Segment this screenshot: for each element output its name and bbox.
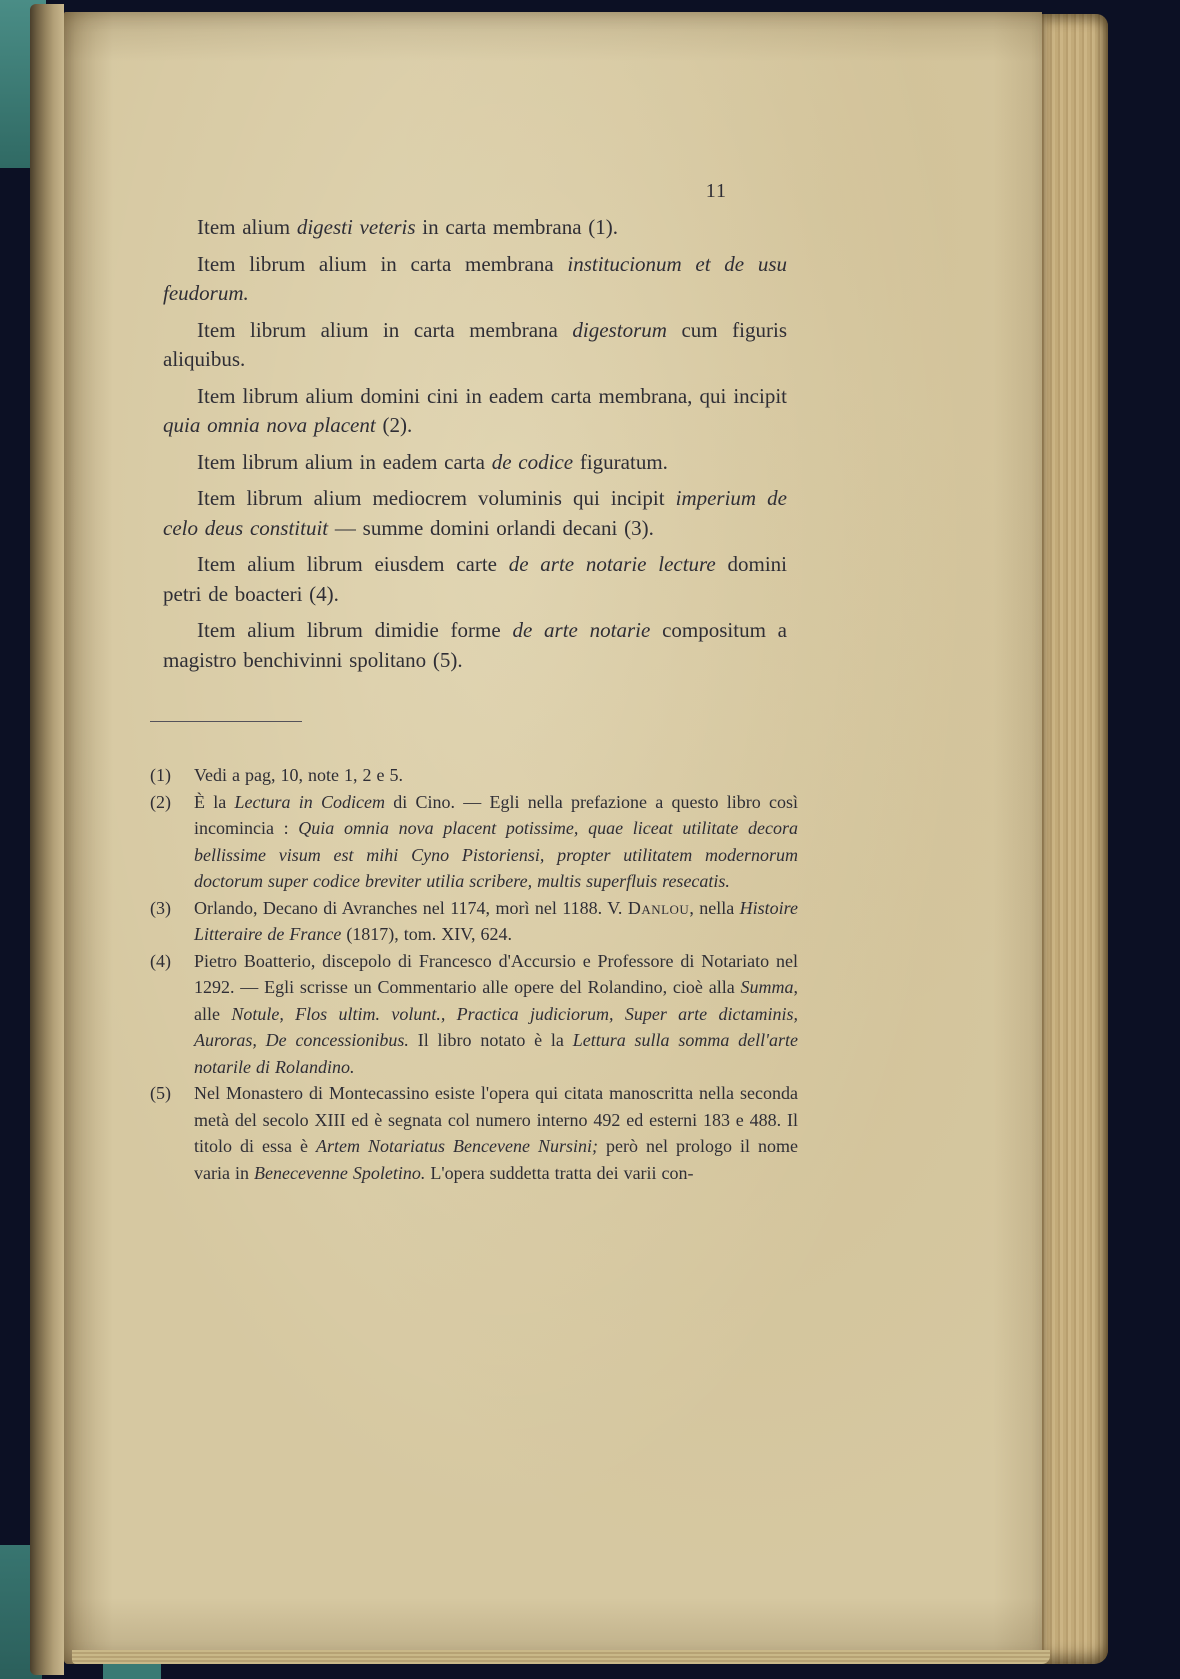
text-run: però nel prologo il nome varia in [194,1136,798,1183]
footnote [150,1080,798,1186]
paragraph [163,316,787,375]
italic-text: institucionum et de usu feudorum. [163,251,787,305]
italic-text: Notule, Flos ultim. volunt., Practica judiciorum, Super arte dictaminis, Auroras, De concessionibus. [194,1003,798,1050]
footnote [150,895,798,948]
text-run: Item librum alium domini cini in eadem carta membrana, qui incipit [197,383,787,408]
italic-text: Lettura sulla somma dell'arte notarile di Rolandino. [194,1030,798,1077]
footnote [150,789,798,895]
text-run: (1817), tom. XIV, 624. [341,924,512,944]
paragraph [163,616,787,675]
italic-text: de arte notarie [512,618,651,642]
italic-text: Quia omnia nova placent potissime, quae liceat utilitate decora bellissime visum est mihi Cyno Pistoriensi, propter utilitatem modernorum doctorum super codice breviter utilia scribere, multis superfluis resecatis. [194,818,798,891]
paragraph [163,213,787,243]
text-run: domini petri de boacteri (4). [163,552,787,606]
footnote-text [194,792,798,892]
text-run: L'opera suddetta tratta dei varii con- [425,1162,694,1183]
footnote-number: (3) [150,897,171,918]
italic-text: de arte notarie lecture [508,552,716,576]
footnote [150,948,798,1081]
text-run: Item librum alium in eadem carta [197,449,492,474]
footnote [150,762,798,789]
text-run: compositum a magistro benchivinni spolitano (5). [163,618,788,672]
text-run: Orlando, Decano di Avranches nel 1174, morì nel 1188. V. [194,897,628,918]
paragraph [163,448,787,478]
italic-text: imperium de celo deus constituit [163,486,787,540]
footnote-number: (2) [150,791,171,812]
page-edge-stack-right [1042,14,1108,1664]
footnotes [150,762,798,1186]
text-column [150,180,798,1186]
smallcaps-text: Danlou [627,897,690,918]
text-run: — summe domini orlandi decani (3). [328,515,654,540]
text-run: di Cino. — Egli nella prefazione a questo libro così incomincia : [194,791,798,838]
italic-text: digestorum [572,317,667,342]
text-run: figuratum. [573,449,668,474]
text-run: Item librum alium in carta membrana [197,317,573,342]
footnote-number: (5) [150,1083,171,1103]
text-run: Item librum alium mediocrem voluminis qui incipit [197,486,676,510]
text-run: Item alium librum dimidie forme [197,618,513,642]
footnote-number: (4) [150,950,171,971]
footnote-separator [150,721,302,722]
page-number: 11 [705,180,727,202]
italic-text: quia omnia nova placent [163,413,376,437]
paragraph [163,382,787,441]
text-run: Vedi a pag, 10, note 1, 2 e 5. [194,765,403,785]
text-run: , alle [194,977,798,1024]
text-run: Nel Monastero di Montecassino esiste l'opera qui citata manoscritta nella seconda metà del secolo XIII ed è segnata col numero interno 492 ed esterni 183 e 488. Il titolo di essa è [194,1083,798,1156]
text-run: , nella [689,897,740,918]
text-run: Pietro Boatterio, discepolo di Francesco d'Accursio e Professore di Notariato nel 1292. — Egli scrisse un Commentario alle opere del Rolandino, cioè alla [194,950,798,997]
footnote-number: (1) [150,765,171,785]
main-text [163,213,787,675]
text-run: È la [194,791,235,812]
italic-text: Lectura in Codicem [234,791,385,812]
page-edges-left [30,4,64,1675]
footnote-text [194,951,798,1077]
paragraph [163,250,787,309]
paragraph [163,484,787,543]
paragraph [163,550,787,609]
text-run: in carta membrana (1). [415,215,619,239]
italic-text: digesti veteris [296,215,416,239]
text-run: Il libro notato è la [408,1030,573,1050]
page-edge-stack-bottom [72,1650,1050,1664]
footnote-text [194,898,798,945]
text-run: cum figuris aliquibus. [163,317,788,371]
italic-text: de codice [491,449,574,474]
text-run: Item alium [197,215,297,239]
text-run: Item alium librum eiusdem carte [197,552,509,576]
text-run: (2). [375,413,413,437]
footnote-text [194,1083,798,1183]
italic-text: Histoire Litteraire de France [194,897,798,944]
text-run: Item librum alium in carta membrana [197,251,568,276]
italic-text: Summa [740,977,794,997]
italic-text: Artem Notariatus Bencevene Nursini; [316,1136,598,1156]
italic-text: Benecevenne Spoletino. [253,1162,426,1183]
footnote-text [194,765,403,785]
